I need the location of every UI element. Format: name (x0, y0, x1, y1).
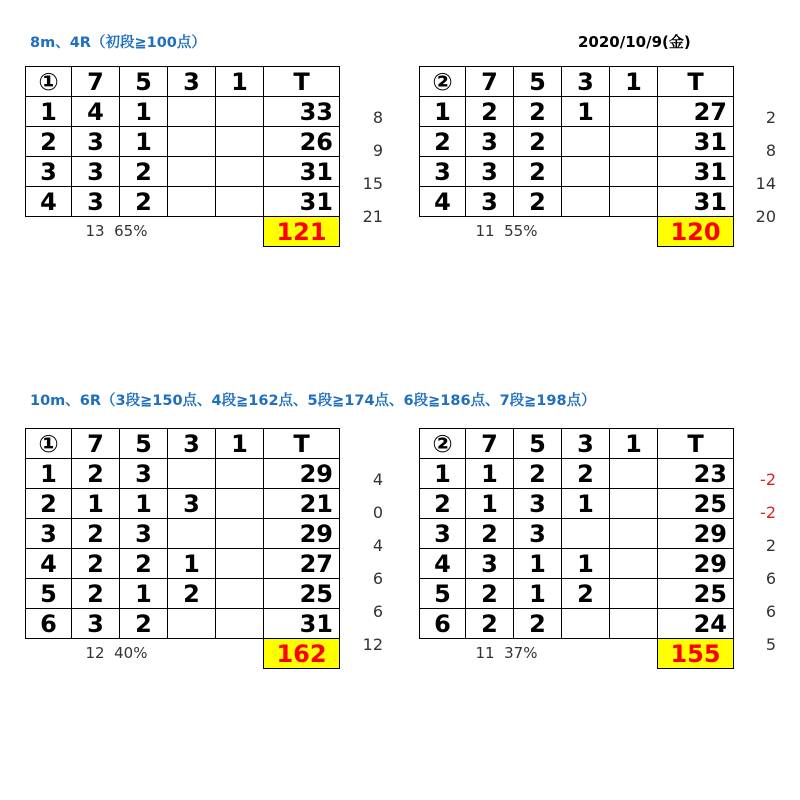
count-3 (168, 609, 216, 639)
table-row (420, 579, 734, 609)
header-cell-7: 7 (466, 67, 514, 97)
table-row (26, 187, 340, 217)
row-number: 6 (420, 609, 466, 639)
count-1 (216, 187, 264, 217)
count-7: 3 (72, 609, 120, 639)
count-5: 1 (120, 579, 168, 609)
table-header-row (26, 67, 340, 97)
row-total: 26 (264, 127, 340, 157)
count-1 (610, 519, 658, 549)
count-1 (610, 127, 658, 157)
count-3 (562, 157, 610, 187)
row-total: 29 (658, 549, 734, 579)
count-1 (610, 157, 658, 187)
count-5: 1 (120, 489, 168, 519)
grand-total: 121 (264, 217, 340, 247)
count-7: 2 (72, 459, 120, 489)
count-1 (216, 489, 264, 519)
count-7: 3 (466, 157, 514, 187)
row-total: 25 (264, 579, 340, 609)
table-row (420, 97, 734, 127)
diff-value: 8 (765, 141, 776, 160)
diff-value: -2 (760, 470, 776, 489)
summary-spacer (420, 639, 466, 669)
diff-column-s2-t2 (742, 463, 776, 661)
header-cell-total: T (264, 429, 340, 459)
round-marker: ① (26, 67, 72, 97)
grand-total: 162 (264, 639, 340, 669)
row-number: 2 (420, 127, 466, 157)
row-total: 31 (658, 127, 734, 157)
header-cell-5: 5 (514, 429, 562, 459)
row-total: 21 (264, 489, 340, 519)
row-number: 1 (420, 97, 466, 127)
diff-column-s2-t1 (349, 463, 383, 661)
table-header-row (420, 67, 734, 97)
header-cell-5: 5 (514, 67, 562, 97)
row-total: 31 (264, 157, 340, 187)
header-cell-3: 3 (562, 429, 610, 459)
row-number: 6 (26, 609, 72, 639)
header-cell-total: T (264, 67, 340, 97)
count-1 (216, 549, 264, 579)
count-7: 1 (466, 489, 514, 519)
diff-value: 8 (372, 108, 383, 127)
table-row (26, 549, 340, 579)
summary-row (420, 217, 734, 247)
header-cell-5: 5 (120, 429, 168, 459)
count-7: 2 (466, 609, 514, 639)
table-header-row (420, 429, 734, 459)
diff-value: 6 (765, 602, 776, 621)
table-row (26, 489, 340, 519)
diff-value: 6 (372, 602, 383, 621)
score-table-s1-t1 (25, 66, 340, 247)
count-7: 3 (466, 549, 514, 579)
count-5: 1 (514, 549, 562, 579)
row-number: 4 (420, 549, 466, 579)
diff-value: 14 (755, 174, 776, 193)
header-cell-7: 7 (72, 429, 120, 459)
count-5: 1 (514, 579, 562, 609)
diff-value: -2 (760, 503, 776, 522)
row-total: 25 (658, 579, 734, 609)
count-1 (216, 157, 264, 187)
count-3 (168, 187, 216, 217)
summary-spacer (26, 217, 72, 247)
hit-percent: 37% (504, 644, 538, 663)
grand-total: 120 (658, 217, 734, 247)
diff-value: 20 (755, 207, 776, 226)
row-total: 33 (264, 97, 340, 127)
table-row (420, 127, 734, 157)
count-3: 2 (562, 459, 610, 489)
summary-text (72, 639, 264, 669)
count-5: 2 (120, 157, 168, 187)
table-row (420, 549, 734, 579)
table-row (420, 157, 734, 187)
diff-value: 2 (765, 108, 776, 127)
count-7: 2 (72, 579, 120, 609)
count-5: 2 (514, 127, 562, 157)
row-number: 3 (26, 519, 72, 549)
count-7: 1 (466, 459, 514, 489)
row-total: 29 (658, 519, 734, 549)
count-5: 3 (514, 489, 562, 519)
row-number: 4 (26, 187, 72, 217)
row-total: 31 (658, 187, 734, 217)
count-3: 1 (562, 97, 610, 127)
hit-percent: 55% (504, 222, 538, 241)
summary-row (420, 639, 734, 669)
count-3: 1 (168, 549, 216, 579)
count-3 (168, 97, 216, 127)
count-1 (610, 187, 658, 217)
count-1 (610, 609, 658, 639)
diff-value: 12 (362, 635, 383, 654)
count-3: 1 (562, 489, 610, 519)
row-number: 2 (420, 489, 466, 519)
count-7: 3 (72, 157, 120, 187)
count-1 (610, 97, 658, 127)
count-3 (168, 127, 216, 157)
diff-value: 6 (372, 569, 383, 588)
count-7: 2 (72, 519, 120, 549)
table-row (26, 157, 340, 187)
count-3 (562, 609, 610, 639)
table-row (26, 127, 340, 157)
header-cell-total: T (658, 429, 734, 459)
count-3: 2 (562, 579, 610, 609)
session-2-heading: 10m、6R（3段≧150点、4段≧162点、5段≧174点、6段≧186点、7段≧198点） (30, 393, 596, 409)
summary-row (26, 639, 340, 669)
table-row (420, 519, 734, 549)
score-table-s2-t1 (25, 428, 340, 669)
count-3: 2 (168, 579, 216, 609)
count-3: 3 (168, 489, 216, 519)
round-marker: ② (420, 67, 466, 97)
count-7: 2 (466, 97, 514, 127)
count-3: 1 (562, 549, 610, 579)
count-7: 3 (466, 127, 514, 157)
count-3 (562, 127, 610, 157)
row-number: 5 (420, 579, 466, 609)
count-1 (216, 609, 264, 639)
table-row (420, 489, 734, 519)
count-5: 2 (514, 97, 562, 127)
count-1 (610, 489, 658, 519)
row-number: 3 (26, 157, 72, 187)
diff-value: 21 (362, 207, 383, 226)
diff-column-s1-t1 (349, 101, 383, 233)
row-total: 24 (658, 609, 734, 639)
count-7: 3 (72, 127, 120, 157)
count-7: 3 (466, 187, 514, 217)
summary-text (72, 217, 264, 247)
count-5: 2 (514, 157, 562, 187)
header-cell-1: 1 (216, 67, 264, 97)
count-7: 4 (72, 97, 120, 127)
summary-text (466, 217, 658, 247)
header-cell-1: 1 (610, 429, 658, 459)
header-cell-1: 1 (216, 429, 264, 459)
row-total: 25 (658, 489, 734, 519)
count-5: 2 (514, 459, 562, 489)
row-number: 1 (26, 97, 72, 127)
diff-value: 0 (372, 503, 383, 522)
row-number: 3 (420, 157, 466, 187)
count-7: 2 (466, 579, 514, 609)
summary-text (466, 639, 658, 669)
diff-value: 4 (372, 470, 383, 489)
row-number: 4 (420, 187, 466, 217)
header-cell-3: 3 (562, 67, 610, 97)
count-3 (562, 187, 610, 217)
header-cell-total: T (658, 67, 734, 97)
count-7: 2 (72, 549, 120, 579)
count-7: 1 (72, 489, 120, 519)
count-5: 2 (514, 609, 562, 639)
row-number: 3 (420, 519, 466, 549)
row-total: 23 (658, 459, 734, 489)
date-label: 2020/10/9(金) (578, 33, 691, 51)
table-row (26, 579, 340, 609)
diff-value: 15 (362, 174, 383, 193)
hit-count: 11 (475, 644, 495, 663)
table-row (420, 459, 734, 489)
count-5: 3 (120, 519, 168, 549)
hit-count: 11 (475, 222, 495, 241)
count-1 (216, 97, 264, 127)
table-header-row (26, 429, 340, 459)
count-5: 2 (120, 187, 168, 217)
hit-percent: 40% (114, 644, 148, 663)
score-table-s2-t2 (419, 428, 734, 669)
count-3 (168, 459, 216, 489)
header-cell-7: 7 (72, 67, 120, 97)
count-5: 3 (120, 459, 168, 489)
summary-row (26, 217, 340, 247)
count-5: 1 (120, 127, 168, 157)
count-1 (610, 579, 658, 609)
header-cell-1: 1 (610, 67, 658, 97)
count-5: 1 (120, 97, 168, 127)
round-marker: ① (26, 429, 72, 459)
score-table-s1-t2 (419, 66, 734, 247)
table-row (26, 609, 340, 639)
count-7: 3 (72, 187, 120, 217)
diff-value: 2 (765, 536, 776, 555)
summary-spacer (26, 639, 72, 669)
count-1 (216, 579, 264, 609)
hit-count: 12 (85, 644, 105, 663)
count-1 (216, 459, 264, 489)
row-total: 29 (264, 459, 340, 489)
row-total: 31 (264, 187, 340, 217)
count-1 (610, 549, 658, 579)
row-total: 31 (264, 609, 340, 639)
count-5: 3 (514, 519, 562, 549)
grand-total: 155 (658, 639, 734, 669)
hit-percent: 65% (114, 222, 148, 241)
row-number: 1 (26, 459, 72, 489)
table-row (26, 519, 340, 549)
row-number: 5 (26, 579, 72, 609)
count-5: 2 (120, 549, 168, 579)
hit-count: 13 (85, 222, 105, 241)
row-total: 27 (658, 97, 734, 127)
row-number: 4 (26, 549, 72, 579)
count-1 (216, 127, 264, 157)
summary-spacer (420, 217, 466, 247)
diff-value: 9 (372, 141, 383, 160)
table-row (26, 97, 340, 127)
count-3 (168, 157, 216, 187)
round-marker: ② (420, 429, 466, 459)
count-5: 2 (514, 187, 562, 217)
diff-column-s1-t2 (742, 101, 776, 233)
count-3 (562, 519, 610, 549)
count-7: 2 (466, 519, 514, 549)
row-number: 1 (420, 459, 466, 489)
diff-value: 4 (372, 536, 383, 555)
table-row (420, 187, 734, 217)
session-1-heading: 8m、4R（初段≧100点） (30, 35, 206, 51)
diff-value: 6 (765, 569, 776, 588)
header-cell-7: 7 (466, 429, 514, 459)
table-row (420, 609, 734, 639)
diff-value: 5 (765, 635, 776, 654)
table-row (26, 459, 340, 489)
header-cell-3: 3 (168, 67, 216, 97)
row-number: 2 (26, 127, 72, 157)
header-cell-5: 5 (120, 67, 168, 97)
header-cell-3: 3 (168, 429, 216, 459)
row-total: 29 (264, 519, 340, 549)
row-total: 27 (264, 549, 340, 579)
count-5: 2 (120, 609, 168, 639)
count-3 (168, 519, 216, 549)
count-1 (216, 519, 264, 549)
count-1 (610, 459, 658, 489)
row-total: 31 (658, 157, 734, 187)
row-number: 2 (26, 489, 72, 519)
